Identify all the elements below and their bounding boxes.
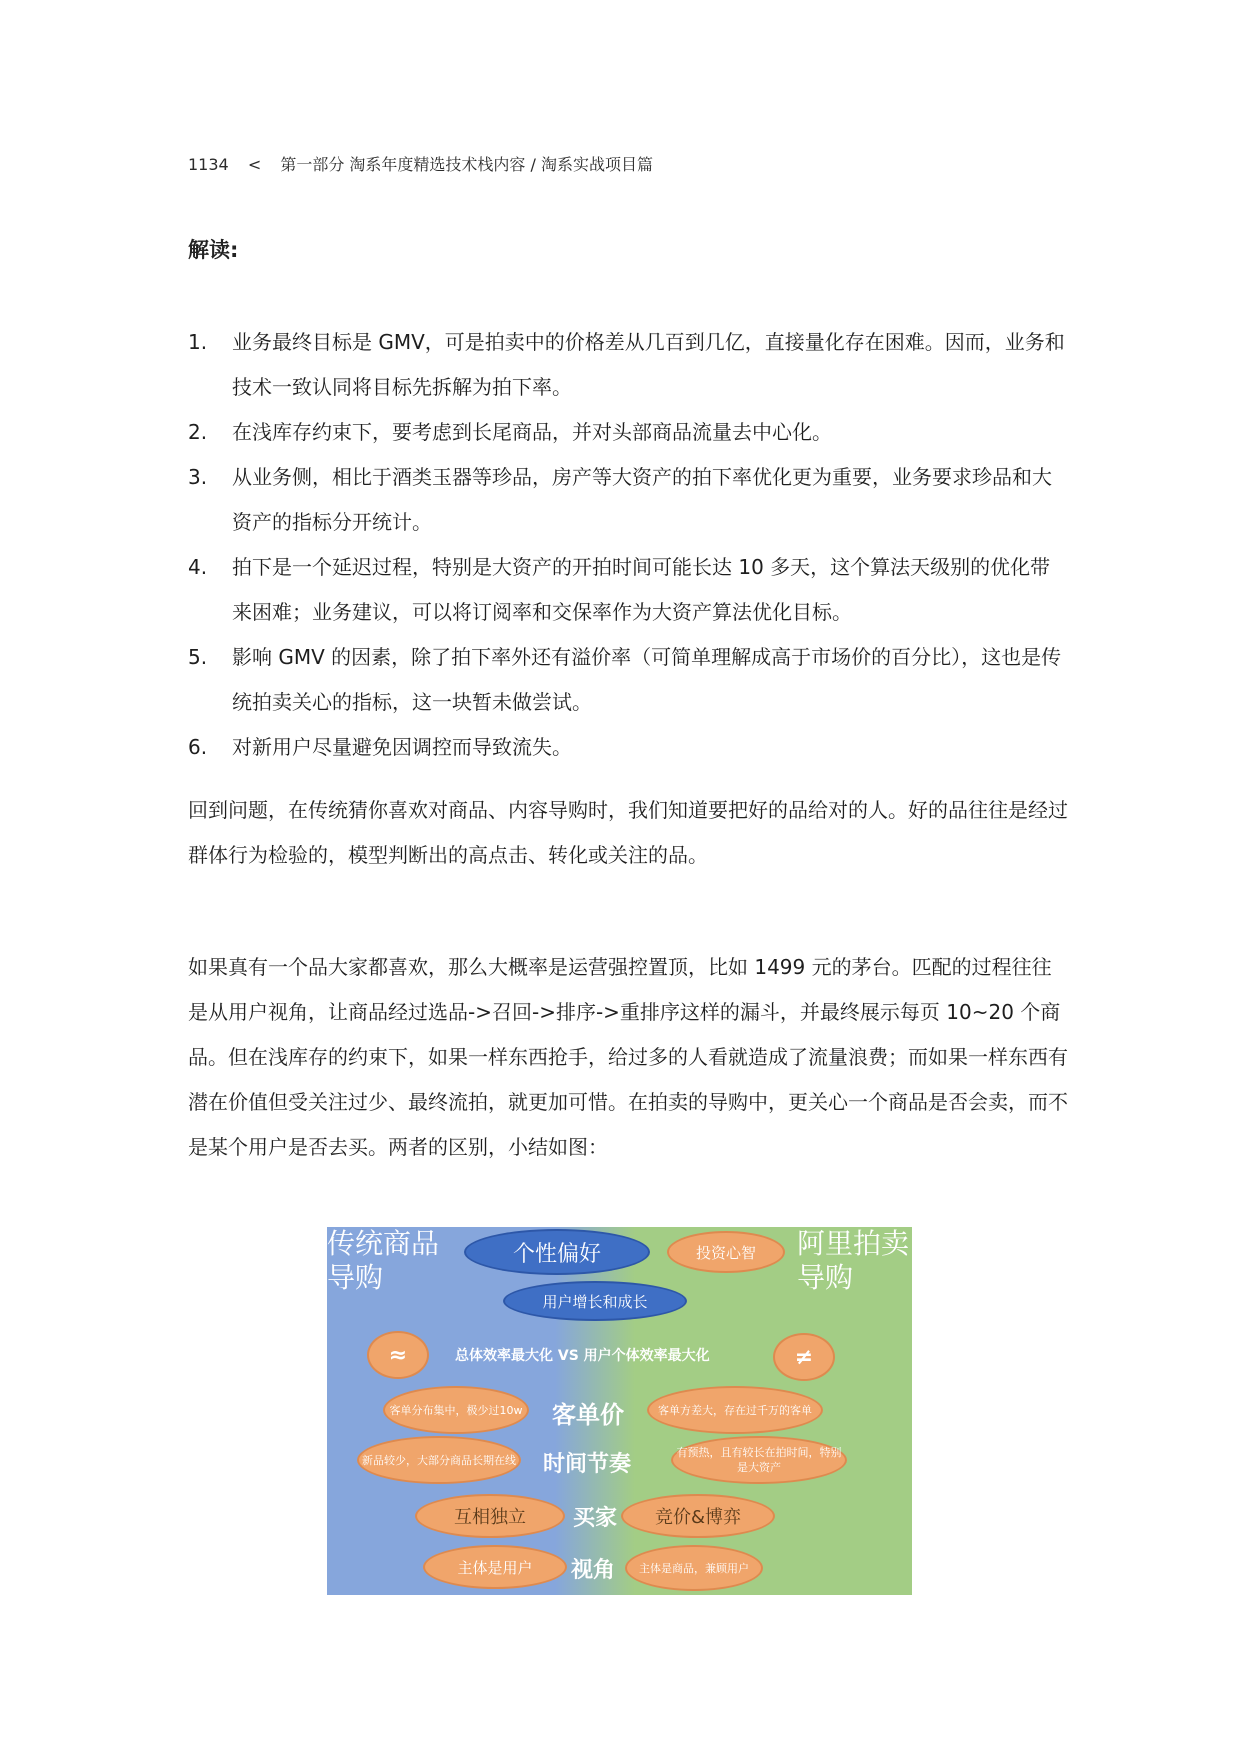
- oval-auction-unit-price: 客单方差大，存在过千万的客单: [647, 1386, 823, 1434]
- row-label-timing: 时间节奏: [543, 1452, 632, 1477]
- traditional-guide-title: 传统商品导购: [327, 1227, 440, 1294]
- oval-traditional-buyers: 互相独立: [415, 1494, 565, 1538]
- list-number: 5.: [188, 645, 208, 669]
- list-text: 从业务侧，相比于酒类玉器等珍品，房产等大资产的拍下率优化更为重要，业务要求珍品和大资产的指标分开统计。: [232, 465, 1052, 534]
- oval-traditional-timing: 新品较少，大部分商品长期在线: [357, 1436, 521, 1484]
- oval-personal-preference: 个性偏好: [464, 1229, 650, 1275]
- page-number: 1134: [188, 155, 229, 174]
- oval-investment-mindset: 投资心智: [667, 1231, 785, 1273]
- list-item: [188, 455, 1068, 545]
- list-item: [188, 410, 1068, 455]
- list-number: 4.: [188, 555, 208, 579]
- list-text: 在浅库存约束下，要考虑到长尾商品，并对头部商品流量去中心化。: [232, 420, 832, 444]
- interpretation-list: [188, 320, 1068, 770]
- efficiency-comparison: 总体效率最大化 VS 用户个体效率最大化: [455, 1348, 710, 1364]
- oval-user-growth: 用户增长和成长: [503, 1281, 687, 1321]
- list-number: 2.: [188, 420, 208, 444]
- list-number: 3.: [188, 465, 208, 489]
- list-number: 1.: [188, 330, 208, 354]
- section-title: 解读:: [188, 238, 239, 262]
- paragraph-comparison: 如果真有一个品大家都喜欢，那么大概率是运营强控置顶，比如 1499 元的茅台。匹配的过程往往是从用户视角，让商品经过选品->召回->排序->重排序这样的漏斗，并最终展示每页 10~20 个商品。但在浅库存的约束下，如果一样东西抢手，给过多的人看就造成了流量浪费；而如果一样东西有潜在价值但受关注过少、最终流拍，就更加可惜。在拍卖的导购中，更关心一个商品是否会卖，而不是某个用户是否去买。两者的区别，小结如图：: [188, 955, 1068, 1159]
- list-item: [188, 320, 1068, 410]
- list-text: 对新用户尽量避免因调控而导致流失。: [232, 735, 572, 759]
- row-label-buyers: 买家: [573, 1506, 618, 1531]
- row-label-perspective: 视角: [571, 1558, 616, 1583]
- list-item: [188, 545, 1068, 635]
- list-item: [188, 725, 1068, 770]
- auction-guide-title: 阿里拍卖导购: [797, 1227, 910, 1294]
- list-text: 业务最终目标是 GMV，可是拍卖中的价格差从几百到几亿，直接量化存在困难。因而，业务和技术一致认同将目标先拆解为拍下率。: [232, 330, 1065, 399]
- not-equal-icon: ≠: [773, 1333, 835, 1381]
- oval-auction-buyers: 竞价&博弈: [621, 1494, 775, 1538]
- list-text: 拍下是一个延迟过程，特别是大资产的开拍时间可能长达 10 多天，这个算法天级别的优化带来困难；业务建议，可以将订阅率和交保率作为大资产算法优化目标。: [232, 555, 1051, 624]
- page-header: [188, 152, 653, 175]
- list-text: 影响 GMV 的因素，除了拍下率外还有溢价率（可简单理解成高于市场价的百分比），这也是传统拍卖关心的指标，这一块暂未做尝试。: [232, 645, 1062, 714]
- oval-traditional-perspective: 主体是用户: [423, 1545, 567, 1589]
- breadcrumb: 第一部分 淘系年度精选技术栈内容 / 淘系实战项目篇: [280, 155, 653, 174]
- oval-auction-perspective: 主体是商品，兼顾用户: [625, 1545, 763, 1591]
- approx-icon: ≈: [367, 1331, 429, 1379]
- oval-auction-timing: 有预热，且有较长在拍时间，特别是大资产: [671, 1436, 847, 1484]
- oval-traditional-unit-price: 客单分布集中，极少过10w: [383, 1386, 529, 1434]
- list-item: [188, 635, 1068, 725]
- comparison-diagram: [327, 1227, 912, 1595]
- paragraph-problem: 回到问题，在传统猜你喜欢对商品、内容导购时，我们知道要把好的品给对的人。好的品往往是经过群体行为检验的，模型判断出的高点击、转化或关注的品。: [188, 798, 1068, 867]
- list-number: 6.: [188, 735, 208, 759]
- row-label-unit-price: 客单价: [552, 1401, 624, 1429]
- header-separator: <: [247, 155, 262, 174]
